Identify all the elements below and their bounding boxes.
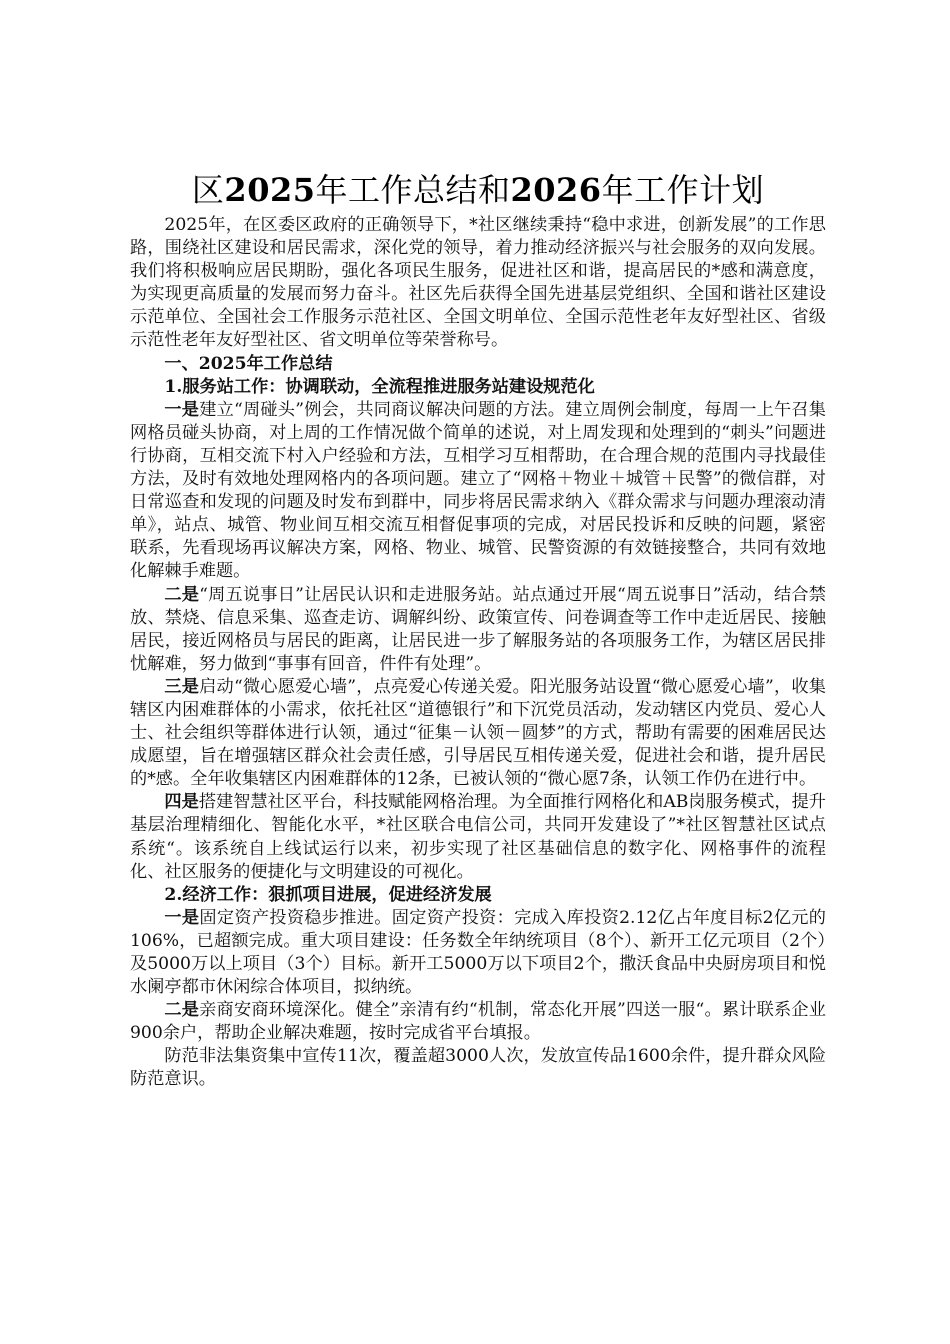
subsection-heading-economy: 2.经济工作：狠抓项目进展，促进经济发展 <box>164 884 492 905</box>
document-title <box>130 168 826 212</box>
title-year-2025: 2025 <box>224 171 316 209</box>
subsection-heading-service-station: 1.服务站工作：协调联动，全流程推进服务站建设规范化 <box>164 376 595 397</box>
title-part: 年工作计划 <box>601 171 765 209</box>
title-year-2026: 2026 <box>510 171 602 209</box>
document-page <box>130 168 826 1092</box>
item-lead: 一是 <box>164 907 200 928</box>
item-lead: 二是 <box>164 1000 200 1021</box>
item-lead: 四是 <box>164 792 199 813</box>
paragraph-item-5 <box>130 907 826 999</box>
item-lead: 一是 <box>164 399 200 420</box>
paragraph-item-2 <box>130 584 826 676</box>
title-part: 年工作总结和 <box>315 171 511 209</box>
intro-paragraph: 2025年，在区委区政府的正确领导下，*社区继续秉持“稳中求进，创新发展”的工作思路，围绕社区建设和居民需求，深化党的领导，着力推动经济振兴与社会服务的双向发展。我们将积极响应居民期盼，强化各项民生服务，促进社区和谐，提高居民的*感和满意度，为实现更高质量的发展而努力奋斗。社区先后获得全国先进基层党组织、全国和谐社区建设示范单位、全国社会工作服务示范社区、全国文明单位、全国示范性老年友好型社区、省级示范性老年友好型社区、省文明单位等荣誉称号。 <box>130 215 826 351</box>
item-text: 启动“微心愿爱心墙”，点亮爱心传递关爱。阳光服务站设置“微心愿爱心墙”，收集辖区内困难群体的小需求，依托社区“道德银行”和下沉党员活动，发动辖区内党员、爱心人士、社会组织等群体进行认领，通过“征集－认领－圆梦”的方式，帮助有需要的困难居民达成愿望，旨在增强辖区群众社会责任感，引导居民互相传递关爱，促进社会和谐，提升居民的*感。全年收集辖区内困难群体的12条，已被认领的“微心愿7条，认领工作仍在进行中。 <box>130 676 826 790</box>
paragraph-item-7: 防范非法集资集中宣传11次，覆盖超3000人次，发放宣传品1600余件，提升群众风险防范意识。 <box>130 1046 826 1090</box>
item-text: 搭建智慧社区平台，科技赋能网格治理。为全面推行网格化和AB岗服务模式，提升基层治理精细化、智能化水平，*社区联合电信公司，共同开发建设了”*社区智慧社区试点系统“。该系统自上线试运行以来，初步实现了社区基础信息的数字化、网格事件的流程化、社区服务的便捷化与文明建设的可视化。 <box>130 792 826 882</box>
paragraph-item-3 <box>130 676 826 791</box>
paragraph-item-1 <box>130 399 826 584</box>
item-text: 建立“周碰头”例会，共同商议解决问题的方法。建立周例会制度，每周一上午召集网格员碰头协商，对上周的工作情况做个简单的述说，对上周发现和处理到的“刺头”问题进行协商，互相交流下村入户经验和方法，互相学习互相帮助，在合理合规的范围内寻找最佳方法，及时有效地处理网格内的各项问题。建立了“网格＋物业＋城管＋民警”的微信群，对日常巡查和发现的问题及时发布到群中，同步将居民需求纳入《群众需求与问题办理滚动清单》，站点、城管、物业间互相交流互相督促事项的完成，对居民投诉和反映的问题，紧密联系，先看现场再议解决方案，网格、物业、城管、民警资源的有效链接整合，共同有效地化解棘手难题。 <box>130 399 826 582</box>
paragraph-item-6 <box>130 999 826 1045</box>
item-lead: 三是 <box>164 676 200 697</box>
title-part: 区 <box>191 171 225 209</box>
item-text: 固定资产投资稳步推进。固定资产投资：完成入库投资2.12亿占年度目标2亿元的106%，已超额完成。重大项目建设：任务数全年纳统项目（8个）、新开工亿元项目（2个）及5000万以上项目（3个）目标。新开工5000万以下项目2个，撒沃食品中央厨房项目和悦水阑亭都市休闲综合体项目，拟纳统。 <box>130 907 826 998</box>
section-heading-summary: 一、2025年工作总结 <box>164 353 333 374</box>
paragraph-item-4 <box>130 791 826 883</box>
item-lead: 二是 <box>164 584 200 605</box>
item-text: “周五说事日”让居民认识和走进服务站。站点通过开展“周五说事日”活动，结合禁放、禁烧、信息采集、巡查走访、调解纠纷、政策宣传、问卷调查等工作中走近居民、接触居民，接近网格员与居民的距离，让居民进一步了解服务站的各项服务工作，为辖区居民排忧解难，努力做到“事事有回音，件件有处理”。 <box>130 584 826 674</box>
item-text: 亲商安商环境深化。健全”亲清有约“机制，常态化开展”四送一服“。累计联系企业900余户，帮助企业解决难题，按时完成省平台填报。 <box>130 1000 826 1044</box>
